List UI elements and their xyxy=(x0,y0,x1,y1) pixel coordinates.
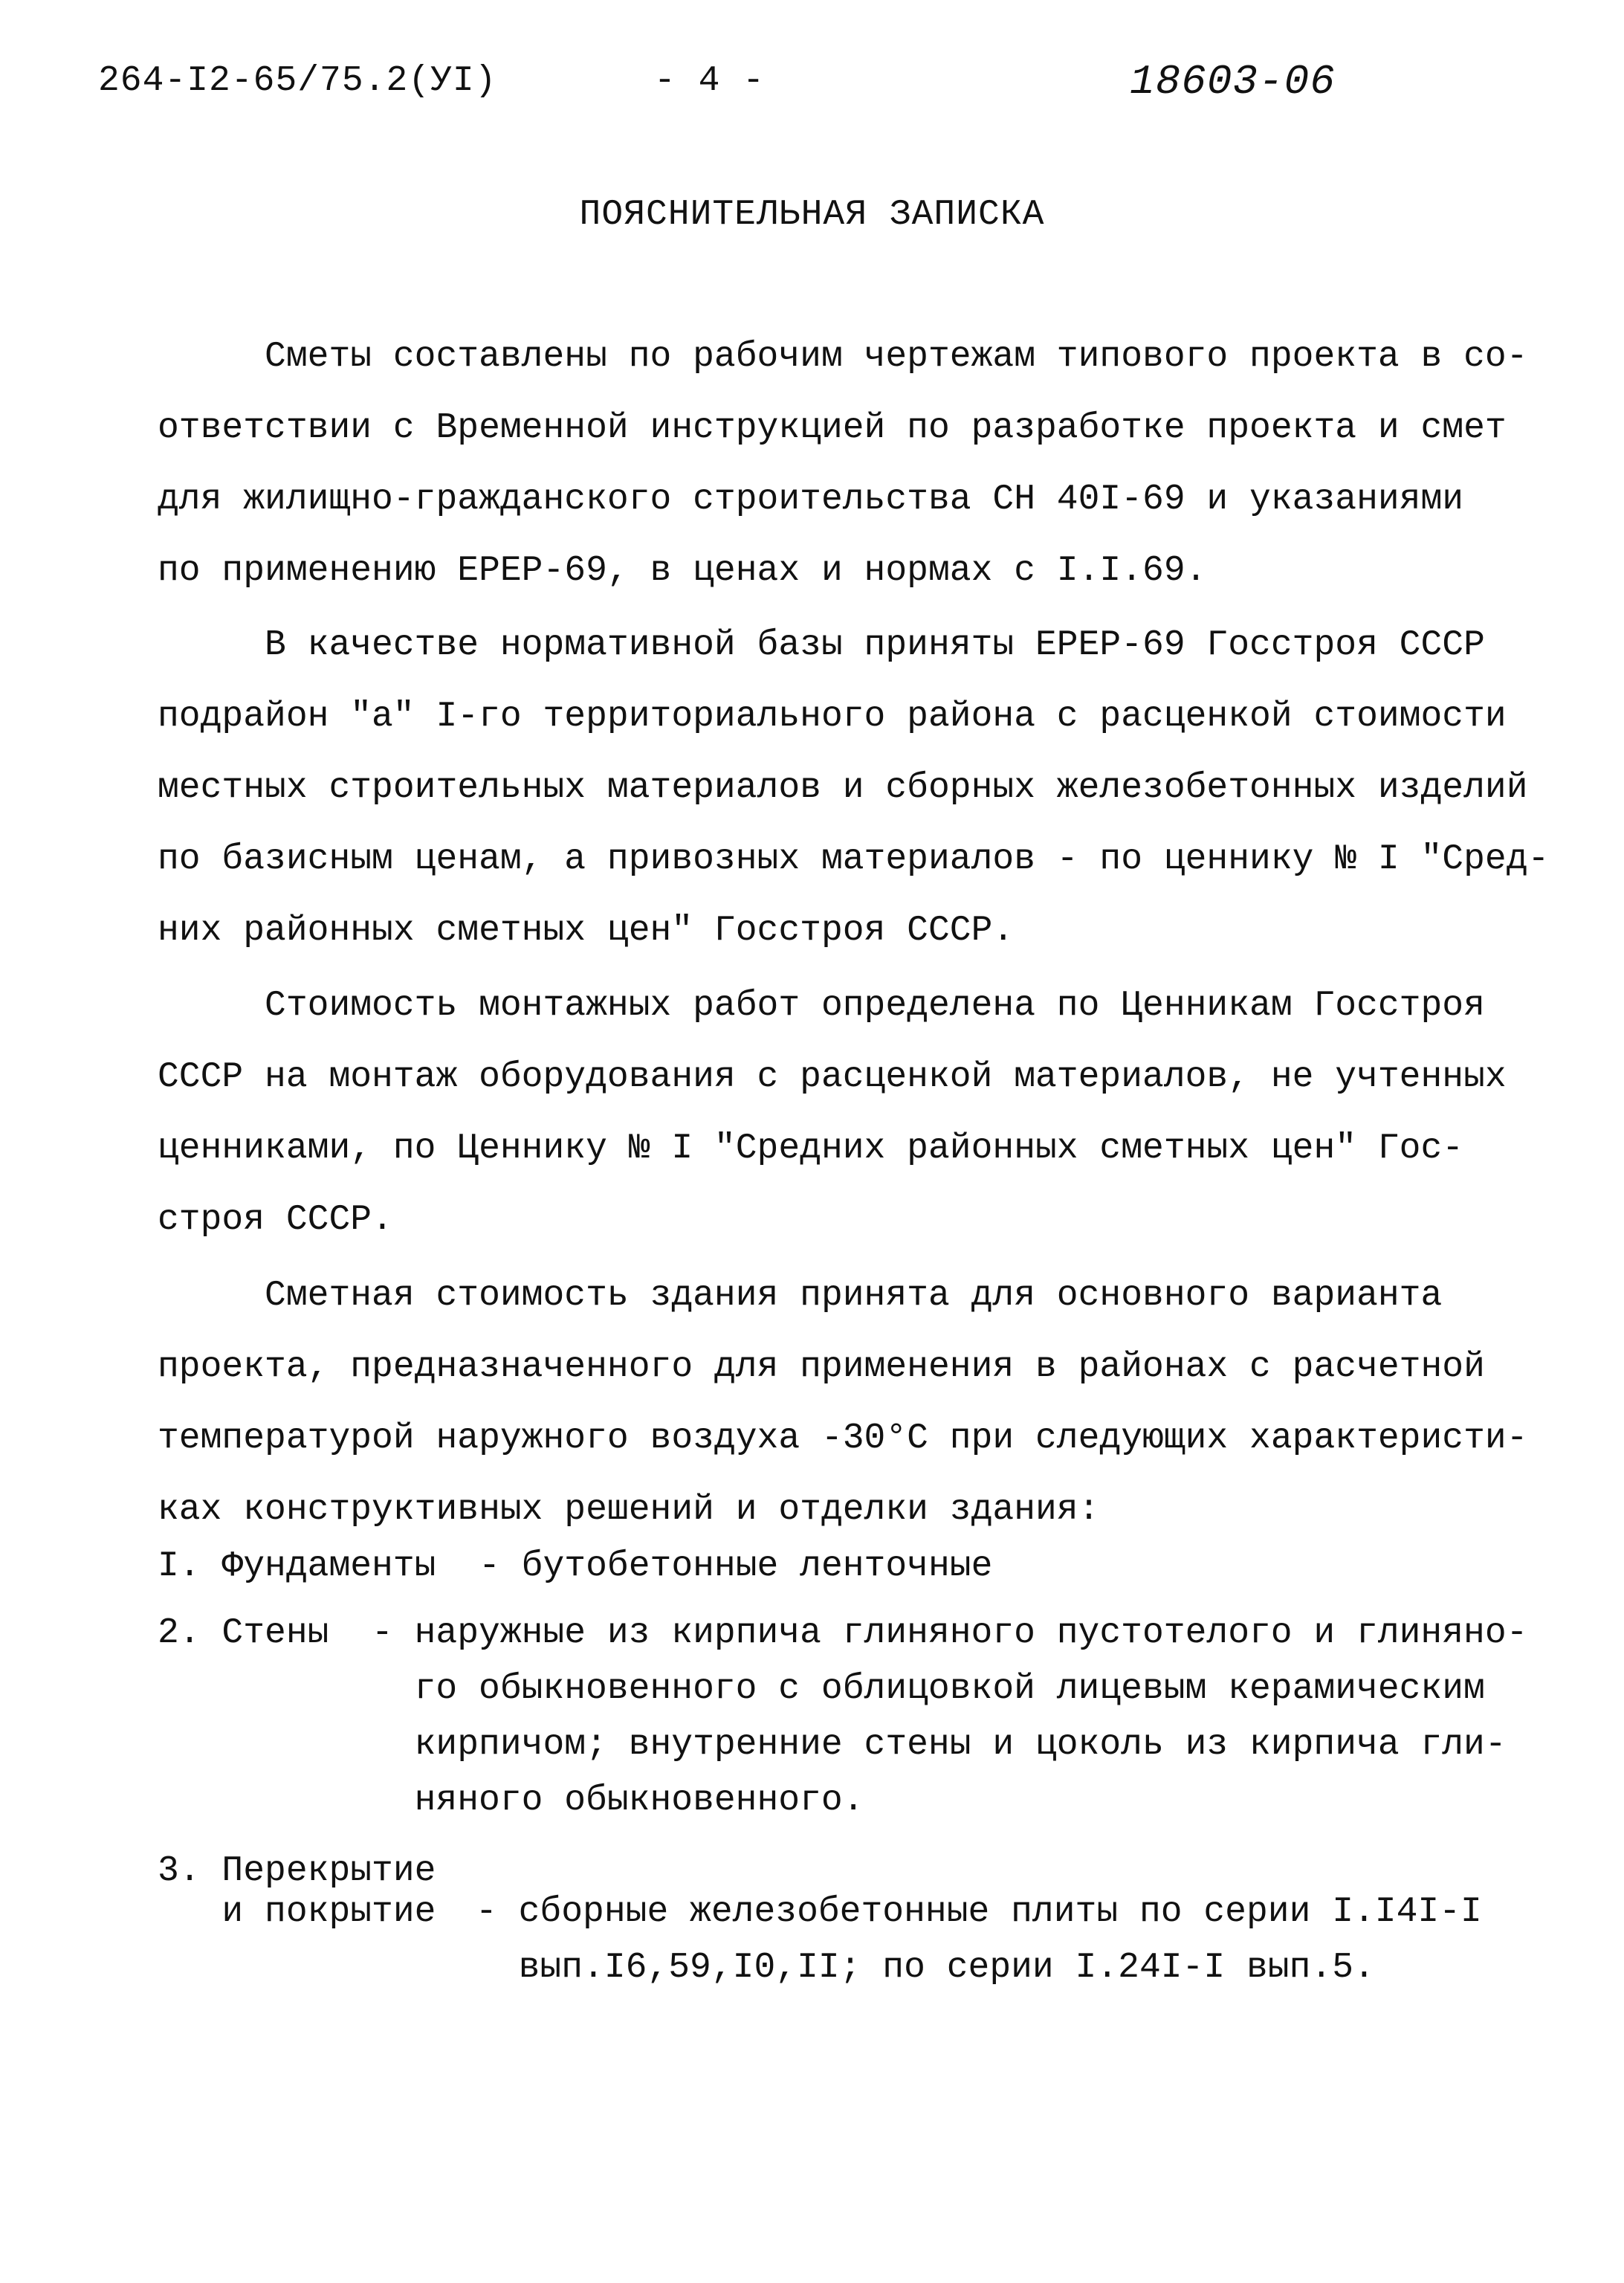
paragraph-line: по применению ЕРЕР-69, в ценах и нормах с I.I.69. xyxy=(158,551,1207,591)
list-item-foundations: I. Фундаменты - бутобетонные ленточные xyxy=(158,1546,993,1586)
list-item-slabs-text xyxy=(476,1885,1482,1996)
list-item-line: кирпичом; внутренние стены и цоколь из кирпича гли- xyxy=(372,1725,1507,1765)
paragraph-4 xyxy=(158,1260,1533,1546)
page-title: ПОЯСНИТЕЛЬНАЯ ЗАПИСКА xyxy=(579,195,1045,235)
list-item-slabs-label-1: 3. Перекрытие xyxy=(158,1851,436,1891)
paragraph-1 xyxy=(158,321,1533,607)
paragraph-line: для жилищно-гражданского строительства СН 40I-69 и указаниями xyxy=(158,479,1464,520)
sheet-number: 18603-06 xyxy=(1130,58,1336,106)
paragraph-line: ках конструктивных решений и отделки здания: xyxy=(158,1490,1100,1530)
paragraph-line: строя СССР. xyxy=(158,1200,393,1240)
list-item-walls-text xyxy=(372,1606,1527,1829)
paragraph-line: ценниками, по Ценнику № I "Средних районных сметных цен" Гос- xyxy=(158,1128,1464,1169)
paragraph-3 xyxy=(158,970,1533,1256)
paragraph-line: Стоимость монтажных работ определена по Ценникам Госстроя xyxy=(158,986,1485,1026)
paragraph-line: подрайон "а" I-го территориального района с расценкой стоимости xyxy=(158,697,1507,737)
paragraph-line: Сметная стоимость здания принята для основного варианта xyxy=(158,1276,1443,1316)
list-item-walls-label: 2. Стены xyxy=(158,1613,329,1653)
list-item-line: го обыкновенного с облицовкой лицевым керамическим xyxy=(372,1669,1485,1709)
list-item-line: - наружные из кирпича глиняного пустотелого и глиняно- xyxy=(372,1613,1528,1653)
paragraph-line: по базисным ценам, а привозных материалов - по ценнику № I "Сред- xyxy=(158,839,1550,879)
list-item-line: няного обыкновенного. xyxy=(372,1780,864,1821)
paragraph-line: местных строительных материалов и сборных железобетонных изделий xyxy=(158,768,1528,808)
paragraph-line: СССР на монтаж оборудования с расценкой материалов, не учтенных xyxy=(158,1057,1507,1097)
paragraph-line: Сметы составлены по рабочим чертежам типового проекта в со- xyxy=(158,337,1528,377)
paragraph-line: В качестве нормативной базы приняты ЕРЕР-69 Госстроя СССР xyxy=(158,625,1485,665)
paragraph-2 xyxy=(158,610,1550,966)
page-number: - 4 - xyxy=(654,61,766,101)
paragraph-line: проекта, предназначенного для применения в районах с расчетной xyxy=(158,1347,1485,1387)
paragraph-line: них районных сметных цен" Госстроя СССР. xyxy=(158,911,1015,951)
paragraph-line: ответствии с Временной инструкцией по разработке проекта и смет xyxy=(158,408,1507,448)
list-item-line: вып.I6,59,I0,II; по серии I.24I-I вып.5. xyxy=(476,1948,1375,1988)
document-code: 264-I2-65/75.2(УI) xyxy=(98,61,497,101)
list-item-slabs-label-2: и покрытие xyxy=(158,1892,436,1932)
paragraph-line: температурой наружного воздуха -30°С при следующих характеристи- xyxy=(158,1418,1528,1459)
list-item-line: - сборные железобетонные плиты по серии I.I4I-I xyxy=(476,1892,1482,1932)
